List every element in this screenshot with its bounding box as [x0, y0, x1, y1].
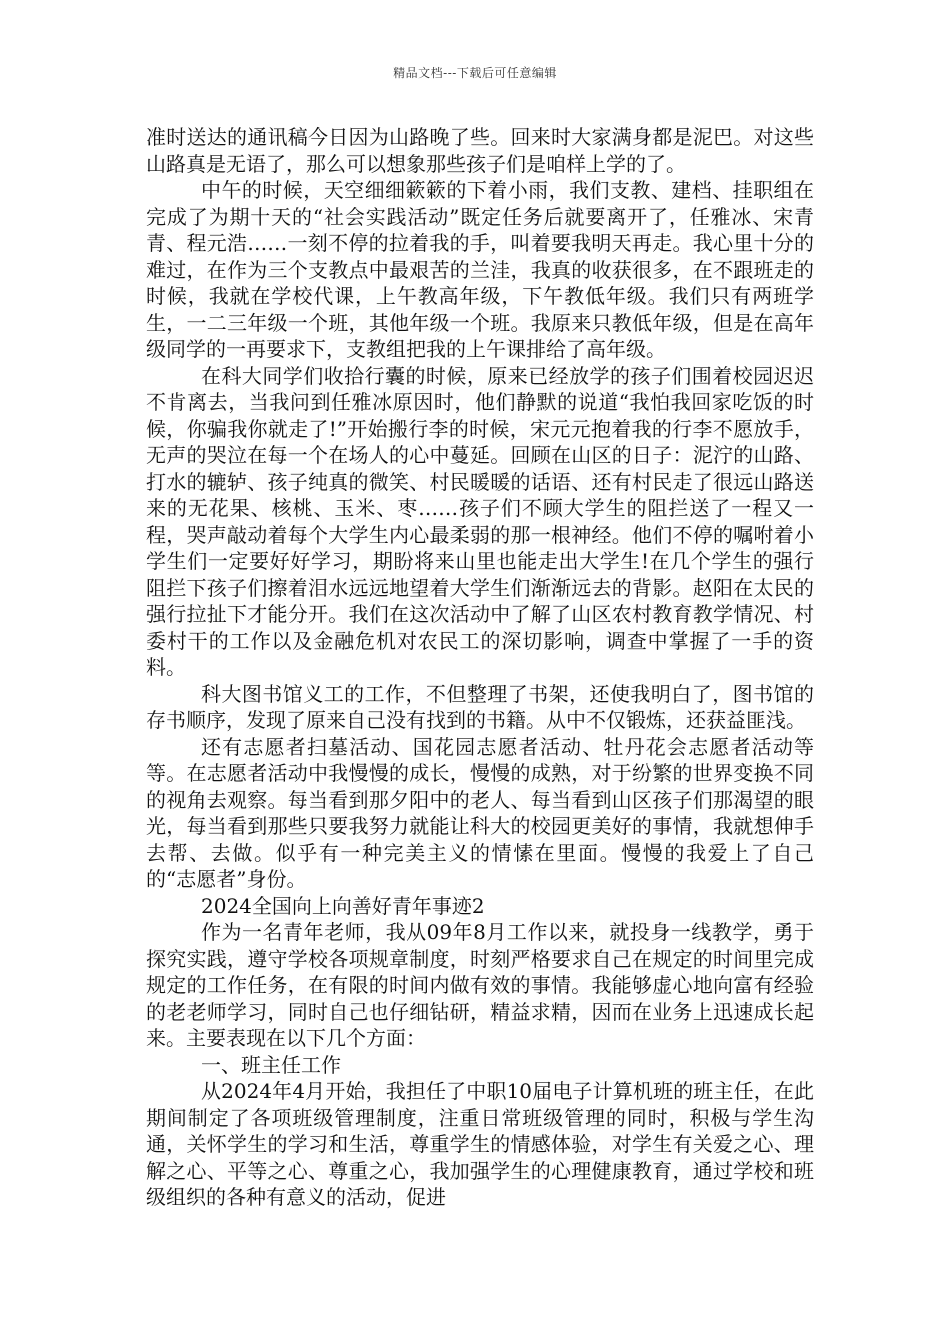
document-body [146, 124, 814, 1211]
paragraph-4: 科大图书馆义工的工作，不但整理了书架，还使我明白了，图书馆的存书顺序，发现了原来自己没有找到的书籍。从中不仅锻炼，还获益匪浅。 [146, 681, 814, 732]
paragraph-3: 在科大同学们收拾行囊的时候，原来已经放学的孩子们围着校园迟迟不肯离去，当我问到任雅冰原因时，他们静默的说道“我怕我回家吃饭的时候，你骗我你就走了!”开始搬行李的时候，宋元元抱着我的行李不愿放手，无声的哭泣在每一个在场人的心中蔓延。回顾在山区的日子：泥泞的山路、打水的辘轳、孩子纯真的微笑、村民暖暖的话语、还有村民走了很远山路送来的无花果、核桃、玉米、枣……孩子们不顾大学生的阻拦送了一程又一程，哭声敲动着每个大学生内心最柔弱的那一根神经。他们不停的嘱咐着小学生们一定要好好学习，期盼将来山里也能走出大学生!在几个学生的强行阻拦下孩子们擦着泪水远远地望着大学生们渐渐远去的背影。赵阳在太民的强行拉扯下才能分开。我们在这次活动中了解了山区农村教育教学情况、村委村干的工作以及金融危机对农民工的深切影响，调查中掌握了一手的资料。 [146, 363, 814, 679]
paragraph-2: 中午的时候，天空细细簌簌的下着小雨，我们支教、建档、挂职组在完成了为期十天的“社会实践活动”既定任务后就要离开了，任雅冰、宋青青、程元浩……一刻不停的拉着我的手，叫着要我明天再走。我心里十分的难过，在作为三个支教点中最艰苦的兰洼，我真的收获很多，在不跟班走的时候，我就在学校代课，上午教高年级，下午教低年级。我们只有两班学生，一二三年级一个班，其他年级一个班。我原来只教低年级，但是在高年级同学的一再要求下，支教组把我的上午课排给了高年级。 [146, 178, 814, 361]
section-heading-2: 2024全国向上向善好青年事迹2 [201, 893, 485, 918]
page-header: 精品文档---下载后可任意编辑 [393, 66, 557, 80]
paragraph-5: 还有志愿者扫墓活动、国花园志愿者活动、牡丹花会志愿者活动等等。在志愿者活动中我慢慢的成长，慢慢的成熟，对于纷繁的世界变换不同的视角去观察。每当看到那夕阳中的老人、每当看到山区孩子们那渴望的眼光，每当看到那些只要我努力就能让科大的校园更美好的事情，我就想伸手去帮、去做。似乎有一种完美主义的情愫在里面。慢慢的我爱上了自己的“志愿者”身份。 [146, 734, 814, 891]
paragraph-6: 作为一名青年老师，我从09年8月工作以来，就投身一线教学，勇于探究实践，遵守学校各项规章制度，时刻严格要求自己在规定的时间里完成规定的工作任务，在有限的时间内做有效的事情。我能够虚心地向富有经验的老老师学习，同时自己也仔细钻研，精益求精，因而在业务上迅速成长起来。主要表现在以下几个方面： [146, 920, 814, 1050]
subheading-class-teacher: 一、班主任工作 [201, 1052, 341, 1077]
paragraph-7: 从2024年4月开始，我担任了中职10届电子计算机班的班主任，在此期间制定了各项班级管理制度，注重日常班级管理的同时，积极与学生沟通，关怀学生的学习和生活，尊重学生的情感体验，对学生有关爱之心、理解之心、平等之心、尊重之心，我加强学生的心理健康教育，通过学校和班级组织的各种有意义的活动，促进 [146, 1079, 814, 1209]
paragraph-1: 准时送达的通讯稿今日因为山路晚了些。回来时大家满身都是泥巴。对这些山路真是无语了，那么可以想象那些孩子们是咱样上学的了。 [146, 125, 814, 176]
